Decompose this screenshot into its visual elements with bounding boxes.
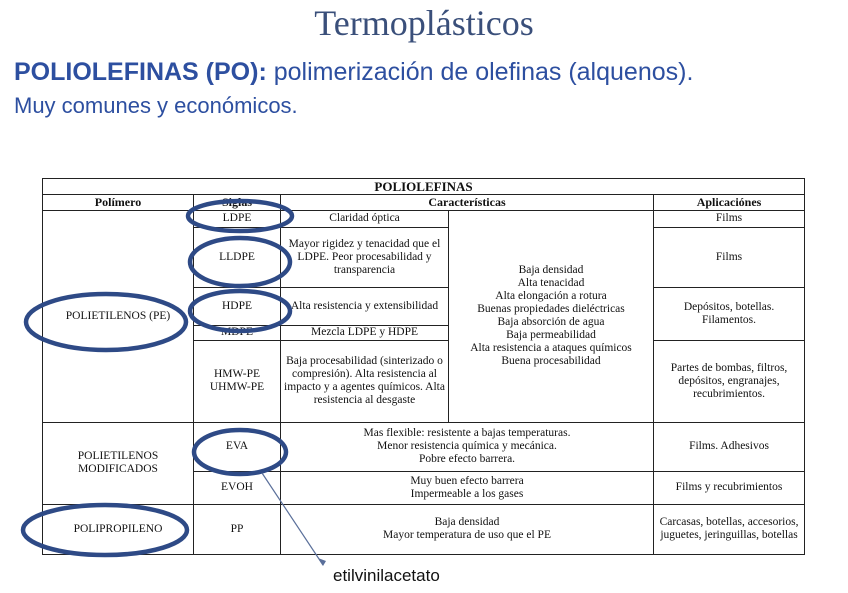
callout-label: etilvinilacetato: [333, 566, 440, 585]
cell-aplic-eva: Films. Adhesivos: [654, 422, 805, 471]
cell-caract-hdpe: Alta resistencia y extensibilidad: [281, 288, 449, 326]
cell-sigla-lldpe: LLDPE: [194, 228, 281, 288]
cell-aplic-evoh: Films y recubrimientos: [654, 471, 805, 504]
slide-title: Termoplásticos: [314, 3, 534, 43]
cell-sigla-pp: PP: [194, 504, 281, 554]
subtitle-line1: [14, 58, 693, 87]
cell-sigla-ldpe: LDPE: [194, 210, 281, 228]
cell-caract-evoh: Muy buen efecto barrera Impermeable a los gases: [281, 471, 654, 504]
cell-sigla-eva: EVA: [194, 422, 281, 471]
subtitle-bold: POLIOLEFINAS (PO):: [14, 58, 267, 86]
cell-sigla-hdpe: HDPE: [194, 288, 281, 326]
cell-sigla-hmw: HMW-PE UHMW-PE: [194, 340, 281, 422]
cell-caract-shared: Baja densidad Alta tenacidad Alta elongación a rotura Buenas propiedades dieléctricas Baja absorción de agua Baja permeabilidad Alta resistencia a ataques químicos Buena procesabilidad: [449, 210, 654, 422]
cell-polietilenos: POLIETILENOS (PE): [43, 210, 194, 422]
cell-polipropileno: POLIPROPILENO: [43, 504, 194, 554]
table-caption: POLIOLEFINAS: [43, 179, 805, 195]
cell-aplic-lldpe: Films: [654, 228, 805, 288]
header-aplicaciones: Aplicaciónes: [654, 194, 805, 210]
polyolefins-table: [42, 178, 804, 555]
cell-caract-mdpe: Mezcla LDPE y HDPE: [281, 326, 449, 341]
cell-caract-eva: Mas flexible: resistente a bajas temperaturas. Menor resistencia química y mecánica. Pobre efecto barrera.: [281, 422, 654, 471]
header-siglas: Siglas: [194, 194, 281, 210]
cell-caract-pp: Baja densidad Mayor temperatura de uso que el PE: [281, 504, 654, 554]
cell-aplic-ldpe: Films: [654, 210, 805, 228]
callout-arrow-head: [318, 558, 326, 566]
header-caracteristicas: Características: [281, 194, 654, 210]
cell-aplic-pp: Carcasas, botellas, accesorios, juguetes, jeringuillas, botellas: [654, 504, 805, 554]
cell-polietilenos-modificados: POLIETILENOS MODIFICADOS: [43, 422, 194, 504]
cell-aplic-hmw: Partes de bombas, filtros, depósitos, engranajes, recubrimientos.: [654, 340, 805, 422]
cell-aplic-hdpe: Depósitos, botellas. Filamentos.: [654, 288, 805, 341]
cell-sigla-evoh: EVOH: [194, 471, 281, 504]
subtitle-line2: Muy comunes y económicos.: [14, 93, 298, 118]
cell-caract-lldpe: Mayor rigidez y tenacidad que el LDPE. Peor procesabilidad y transparencia: [281, 228, 449, 288]
subtitle-rest: polimerización de olefinas (alquenos).: [266, 58, 694, 86]
cell-sigla-mdpe: MDPE: [194, 326, 281, 341]
cell-caract-ldpe: Claridad óptica: [281, 210, 449, 228]
header-polimero: Polímero: [43, 194, 194, 210]
cell-caract-hmw: Baja procesabilidad (sinterizado o compresión). Alta resistencia al impacto y a agentes químicos. Alta resistencia al desgaste: [281, 340, 449, 422]
